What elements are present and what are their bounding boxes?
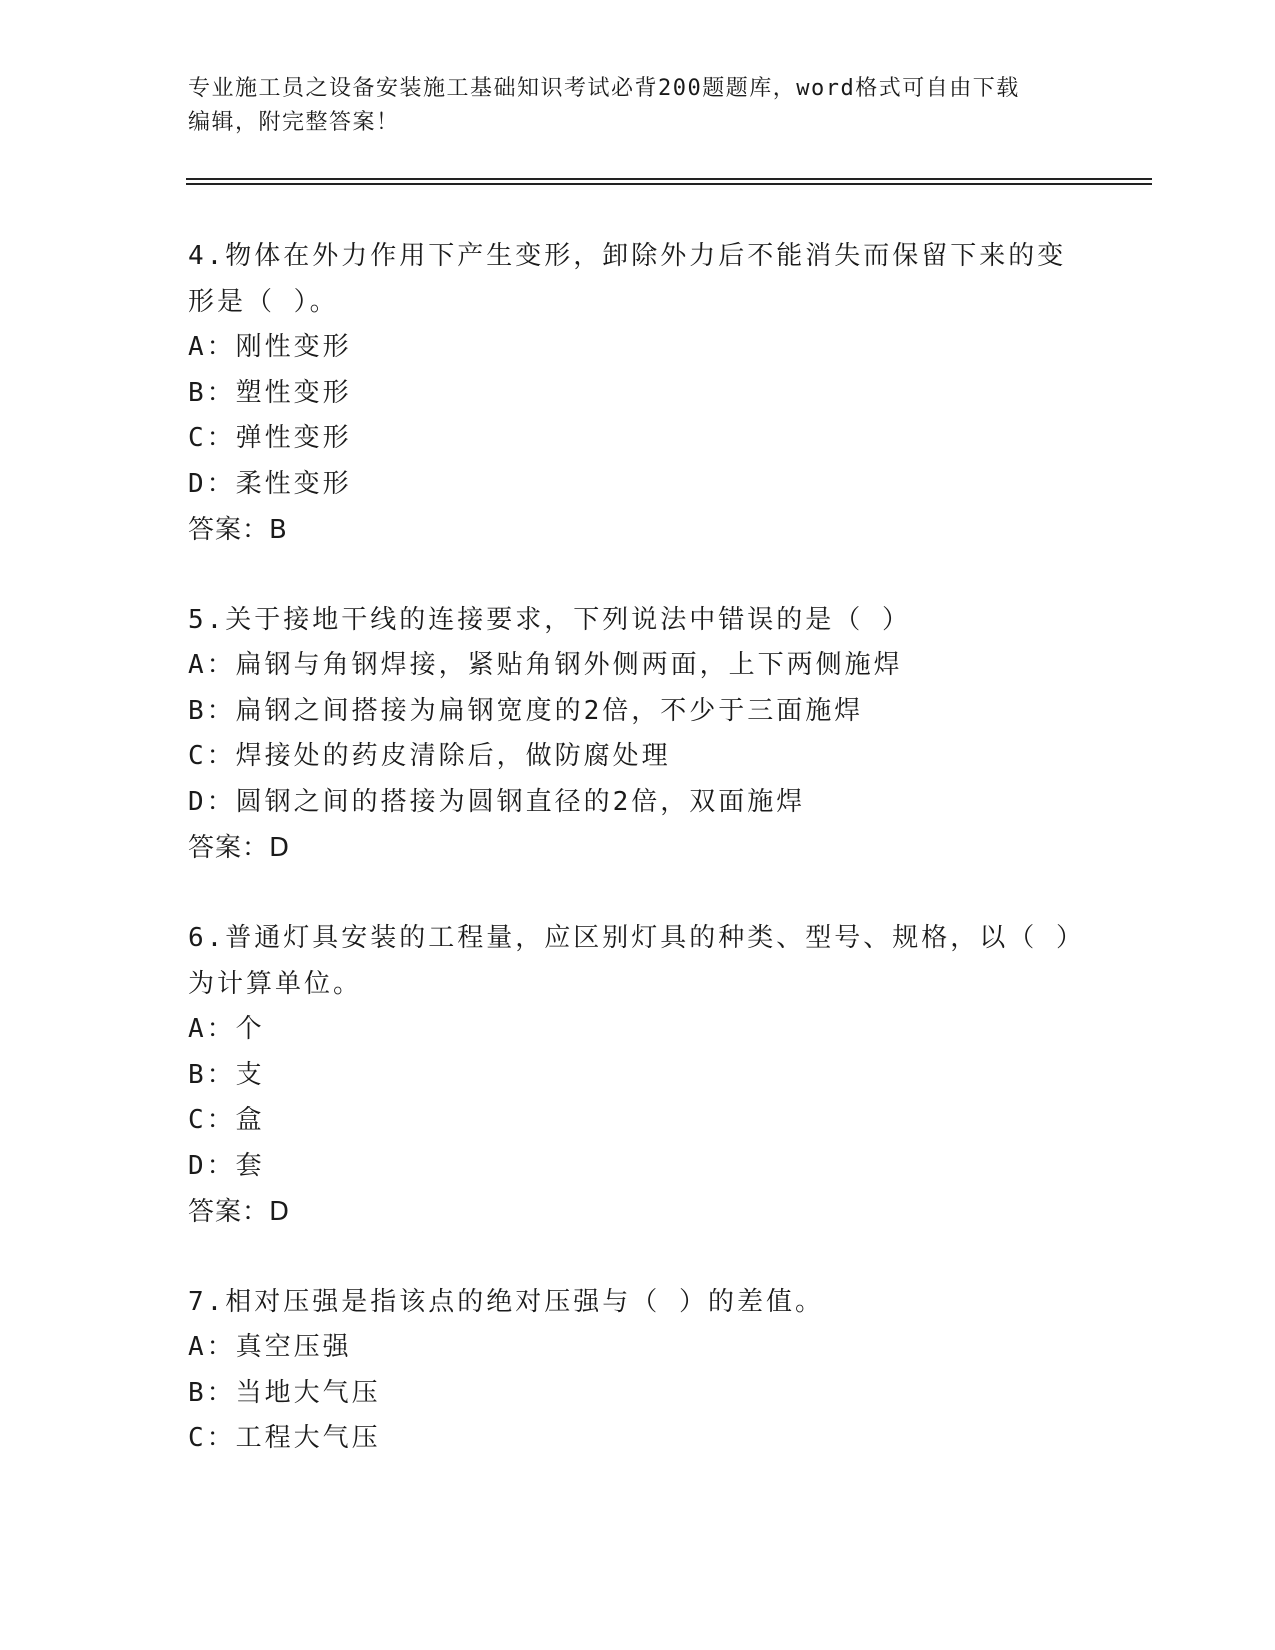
answer-key: 答案：D — [188, 1197, 291, 1227]
document-header — [188, 72, 1068, 140]
header-rule-bottom — [186, 183, 1152, 185]
answer-option: A：个 — [188, 1014, 265, 1044]
question-gap — [188, 553, 1128, 597]
answer-option: A：扁钢与角钢焊接，紧贴角钢外侧两面，上下两侧施焊 — [188, 650, 903, 680]
question-stem-line: 为计算单位。 — [188, 969, 363, 999]
header-line-1: 专业施工员之设备安装施工基础知识考试必背200题题库，word格式可自由下载 — [188, 76, 1020, 101]
question-block — [188, 1279, 1128, 1462]
answer-option: A：真空压强 — [188, 1332, 352, 1362]
question-block — [188, 597, 1128, 871]
answer-option: A：刚性变形 — [188, 332, 352, 362]
answer-option: B：扁钢之间搭接为扁钢宽度的2倍，不少于三面施焊 — [188, 695, 864, 726]
question-gap — [188, 871, 1128, 915]
question-stem-line: 形是（ ）。 — [188, 287, 339, 317]
question-block — [188, 915, 1128, 1235]
answer-option: C：弹性变形 — [188, 423, 352, 453]
answer-key: 答案：D — [188, 833, 291, 863]
answer-option: C：盒 — [188, 1105, 265, 1135]
header-line-2: 编辑，附完整答案！ — [188, 110, 400, 135]
answer-option: D：圆钢之间的搭接为圆钢直径的2倍，双面施焊 — [188, 786, 806, 817]
answer-option: D：套 — [188, 1150, 265, 1181]
question-stem-line: 7.相对压强是指该点的绝对压强与（ ）的差值。 — [188, 1287, 824, 1317]
answer-option: B：塑性变形 — [188, 377, 352, 408]
question-stem-line: 4.物体在外力作用下产生变形，卸除外力后不能消失而保留下来的变 — [188, 241, 1067, 271]
question-stem-line: 6.普通灯具安装的工程量，应区别灯具的种类、型号、规格，以（ ） — [188, 923, 1085, 953]
answer-key: 答案：B — [188, 515, 288, 545]
question-gap — [188, 1235, 1128, 1279]
question-stem-line: 5.关于接地干线的连接要求，下列说法中错误的是（ ） — [188, 605, 911, 635]
answer-option: C：工程大气压 — [188, 1423, 381, 1453]
answer-option: B：支 — [188, 1059, 265, 1090]
answer-option: D：柔性变形 — [188, 468, 352, 499]
answer-option: C：焊接处的药皮清除后，做防腐处理 — [188, 741, 671, 771]
question-block — [188, 233, 1128, 553]
header-rule-top — [186, 178, 1152, 180]
question-list — [188, 233, 1128, 1462]
answer-option: B：当地大气压 — [188, 1377, 381, 1408]
